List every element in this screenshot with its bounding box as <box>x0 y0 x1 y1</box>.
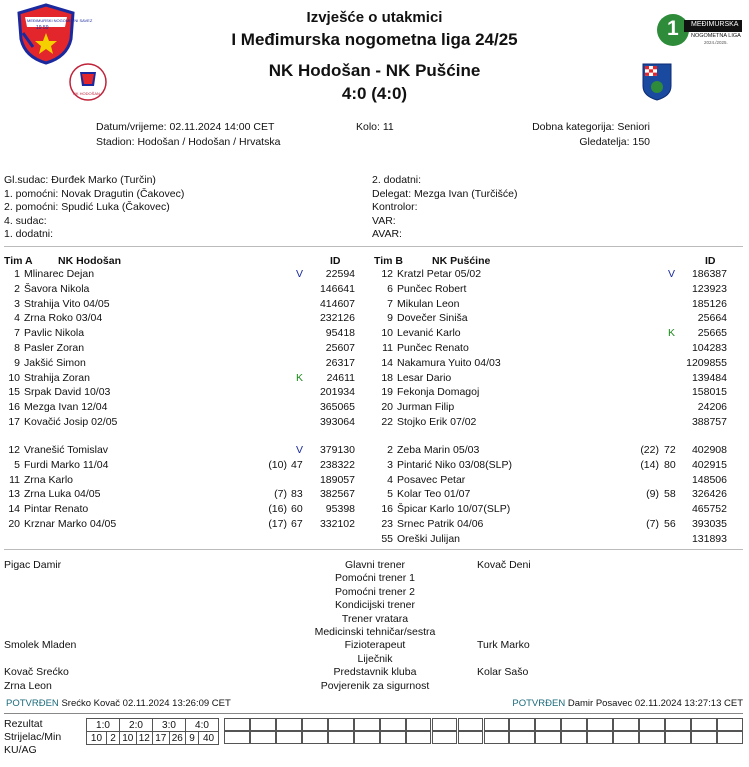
result-cell: 3:0 <box>153 719 186 732</box>
player-name: Punčec Renato <box>397 342 469 354</box>
team-a-name: NK Hodošan <box>58 255 121 267</box>
score-grid-cell <box>691 718 717 731</box>
score-grid-cell <box>354 718 380 731</box>
player-number: 1 <box>14 268 20 280</box>
away-confirmed-badge: POTVRĐEN <box>512 698 566 709</box>
player-number: 14 <box>381 356 393 369</box>
league-badge-text: MEĐIMURSKA <box>691 21 739 28</box>
staff-role: Kondicijski trener <box>335 599 415 612</box>
substitution-for: (17) <box>268 518 287 530</box>
score-grid-cell <box>432 731 458 744</box>
player-number: 14 <box>8 503 20 516</box>
player-id: 414607 <box>319 297 355 310</box>
player-name: Levanić Karlo <box>397 327 461 340</box>
player-number: 4 <box>14 312 20 325</box>
team-b-label: Tim B <box>374 255 403 267</box>
score-label-result: Rezultat <box>4 718 43 730</box>
match-title: NK Hodošan - NK Pušćine <box>268 61 481 80</box>
player-id: 189057 <box>319 473 355 486</box>
staff-role: Medicinski tehničar/sestra <box>314 626 436 638</box>
substitution-minute: 67 <box>291 518 303 530</box>
score-grid-cell <box>328 718 354 731</box>
away-staff-name: Turk Marko <box>477 639 530 652</box>
player-name: Punčec Robert <box>397 282 467 295</box>
home-confirmation <box>6 698 231 709</box>
player-id: 139484 <box>691 371 727 384</box>
player-name: Kratzl Petar 05/02 <box>397 268 482 280</box>
player-name: Špicar Karlo 10/07(SLP) <box>397 503 511 516</box>
match-stadium: Stadion: Hodošan / Hodošan / Hrvatska <box>96 136 281 148</box>
scorer-no: 9 <box>186 732 199 745</box>
player-name: Jurman Filip <box>397 401 455 414</box>
substitution-minute: 47 <box>291 458 303 471</box>
official-line: Kontrolor: <box>372 201 418 213</box>
score-grid-cell <box>639 718 665 731</box>
player-number: 55 <box>381 532 393 545</box>
score-grid-cell <box>224 718 250 731</box>
home-confirmed-badge: POTVRĐEN <box>6 698 59 709</box>
score-grid-cell <box>535 731 561 744</box>
player-name: Oreški Julijan <box>397 532 461 545</box>
player-number: 9 <box>387 312 393 325</box>
official-line: 2. dodatni: <box>372 174 422 186</box>
player-id: 104283 <box>691 342 727 354</box>
score-grid-cell <box>717 731 743 744</box>
player-id: 232126 <box>319 312 355 325</box>
official-line: 1. dodatni: <box>4 228 54 240</box>
player-id: 379130 <box>319 444 355 456</box>
official-line: Gl.sudac: Đurđek Marko (Turčin) <box>4 174 156 186</box>
scorers-row <box>87 732 219 745</box>
player-id: 393064 <box>319 416 355 428</box>
score-label-ku: KU/AG <box>4 744 37 756</box>
player-name: Kovačić Josip 02/05 <box>24 416 118 428</box>
scorer-no: 17 <box>153 732 170 745</box>
player-id: 24206 <box>697 401 727 414</box>
player-name: Dovečer Siniša <box>397 312 468 325</box>
official-line: 4. sudac: <box>4 214 47 227</box>
score-grid-cell <box>484 731 510 744</box>
away-confirmed-text: Damir Posavec 02.11.2024 13:27:13 CET <box>567 698 743 709</box>
player-name: Vranešić Tomislav <box>24 444 109 456</box>
player-name: Zrna Roko 03/04 <box>24 312 103 325</box>
home-confirmed-text: Srećko Kovač 02.11.2024 13:26:09 CET <box>61 698 231 709</box>
staff-role: Povjerenik za sigurnost <box>320 679 430 692</box>
player-name: Pintarić Niko 03/08(SLP) <box>397 458 512 471</box>
scorer-no: 10 <box>87 732 107 745</box>
away-confirmation <box>512 698 743 709</box>
results-row <box>87 719 219 732</box>
player-number: 23 <box>381 518 393 530</box>
scorer-min: 40 <box>199 732 219 745</box>
substitution-minute: 60 <box>291 503 303 516</box>
player-number: 22 <box>381 416 393 428</box>
match-score: 4:0 (4:0) <box>341 84 408 103</box>
player-id: 95398 <box>325 503 355 516</box>
score-grid-cell <box>665 731 691 744</box>
score-grid-cell <box>561 731 587 744</box>
player-id: 185126 <box>691 297 727 310</box>
staff-role: Liječnik <box>357 652 393 665</box>
score-grid-cell <box>458 731 484 744</box>
score-grid-cell <box>250 731 276 744</box>
home-club-logo-text: NK HODOŠAN <box>73 91 100 96</box>
captain-mark: K <box>668 327 676 340</box>
score-grid-cell <box>250 718 276 731</box>
score-grid-cell <box>639 731 665 744</box>
player-name: Pintar Renato <box>24 503 89 516</box>
score-grid-cell <box>665 718 691 731</box>
substitution-minute: 83 <box>291 488 303 501</box>
substitution-minute: 80 <box>664 458 676 471</box>
player-number: 11 <box>382 342 393 354</box>
player-id: 26317 <box>325 356 355 369</box>
home-staff-name: Pigac Damir <box>4 559 62 571</box>
score-grid-cell <box>380 731 406 744</box>
captain-mark: K <box>296 371 304 384</box>
official-line: Delegat: Mezga Ivan (Turčišće) <box>372 187 518 200</box>
scorer-no: 10 <box>120 732 137 745</box>
staff-role: Glavni trener <box>344 559 406 571</box>
spectators: Gledatelja: 150 <box>579 136 650 148</box>
player-number: 10 <box>8 371 20 384</box>
player-id: 25665 <box>697 327 727 340</box>
player-name: Nakamura Yuito 04/03 <box>397 356 501 369</box>
official-line: AVAR: <box>372 228 402 240</box>
staff-role: Fizioterapeut <box>344 639 406 652</box>
goalkeeper-mark: V <box>668 268 676 280</box>
score-grid-cell <box>406 718 432 731</box>
player-number: 6 <box>387 282 393 295</box>
player-name: Krznar Marko 04/05 <box>24 518 117 530</box>
player-name: Srnec Patrik 04/06 <box>397 518 484 530</box>
score-grid-cell <box>302 731 328 744</box>
league-title: I Međimurska nogometna liga 24/25 <box>231 30 518 49</box>
score-grid-cell <box>484 718 510 731</box>
player-id: 148506 <box>691 473 727 486</box>
player-number: 5 <box>14 458 20 471</box>
match-datetime: Datum/vrijeme: 02.11.2024 14:00 CET <box>96 121 275 133</box>
player-id: 95418 <box>325 327 355 340</box>
score-grid-cell <box>691 731 717 744</box>
goalkeeper-mark: V <box>296 268 304 280</box>
player-id: 25607 <box>325 342 355 354</box>
player-number: 9 <box>14 356 20 369</box>
player-name: Pavlic Nikola <box>24 327 85 340</box>
match-round: Kolo: 11 <box>356 121 394 133</box>
player-number: 12 <box>8 444 20 456</box>
player-number: 20 <box>8 518 20 530</box>
score-grid-cell <box>561 718 587 731</box>
player-number: 8 <box>14 342 20 354</box>
divider <box>4 713 743 714</box>
score-grid-cell <box>509 718 535 731</box>
player-id: 388757 <box>691 416 727 428</box>
score-label-scorers: Strijelac/Min <box>4 731 62 743</box>
home-staff-name: Smolek Mladen <box>4 639 77 652</box>
player-number: 17 <box>8 416 20 428</box>
scorer-min: 12 <box>136 732 153 745</box>
player-name: Mlinarec Dejan <box>24 268 95 280</box>
player-number: 2 <box>14 282 20 295</box>
score-grid-cell <box>224 731 250 744</box>
league-badge-season: 2024./2025. <box>704 40 728 45</box>
scorer-min: 2 <box>106 732 119 745</box>
player-id: 1209855 <box>686 356 727 369</box>
score-grid-cell <box>509 731 535 744</box>
substitution-for: (10) <box>268 458 287 471</box>
score-grid-cell <box>328 731 354 744</box>
score-grid-cell <box>302 718 328 731</box>
player-number: 15 <box>8 386 20 399</box>
score-grid-cell <box>587 731 613 744</box>
player-name: Zeba Marin 05/03 <box>397 444 480 456</box>
player-id: 382567 <box>319 488 355 501</box>
divider <box>4 549 743 550</box>
player-number: 20 <box>381 401 393 414</box>
substitution-minute: 58 <box>664 488 676 501</box>
player-name: Jakšić Simon <box>24 356 86 369</box>
report-title: Izvješće o utakmici <box>306 9 443 26</box>
player-number: 13 <box>8 488 20 501</box>
score-grid-cell <box>535 718 561 731</box>
player-id: 131893 <box>691 532 727 545</box>
score-grid-cell <box>276 718 302 731</box>
player-id: 238322 <box>319 458 355 471</box>
player-name: Lesar Dario <box>397 371 452 384</box>
score-grid-cell <box>717 718 743 731</box>
player-number: 7 <box>387 297 393 310</box>
player-number: 7 <box>14 327 20 340</box>
player-id: 22594 <box>325 268 355 280</box>
substitution-for: (9) <box>646 488 659 501</box>
player-name: Fekonja Domagoj <box>397 386 480 399</box>
player-number: 2 <box>387 444 393 456</box>
away-staff-name: Kolar Sašo <box>477 666 529 679</box>
player-id: 402908 <box>691 444 727 456</box>
divider <box>4 246 743 247</box>
score-grid-cell <box>432 718 458 731</box>
substitution-minute: 72 <box>664 444 676 456</box>
goalkeeper-mark: V <box>296 444 304 456</box>
player-number: 16 <box>8 401 20 414</box>
team-a-label: Tim A <box>4 255 33 267</box>
score-grid-cell <box>458 718 484 731</box>
player-name: Zrna Luka 04/05 <box>24 488 101 501</box>
score-table <box>86 718 219 745</box>
team-b-id-header: ID <box>705 255 716 267</box>
player-number: 11 <box>9 473 20 486</box>
player-id: 465752 <box>691 503 727 516</box>
official-line: 2. pomoćni: Spudić Luka (Čakovec) <box>4 201 170 213</box>
official-line: 1. pomoćni: Novak Dragutin (Čakovec) <box>4 187 185 200</box>
player-name: Mezga Ivan 12/04 <box>24 401 108 414</box>
player-name: Kolar Teo 01/07 <box>397 488 471 501</box>
score-grid-cell <box>276 731 302 744</box>
staff-role: Predstavnik kluba <box>333 666 417 679</box>
federation-logo-years: 19 59 <box>36 25 49 31</box>
player-id: 402915 <box>691 458 727 471</box>
league-badge-subtext: NOGOMETNA LIGA <box>691 33 741 39</box>
player-number: 3 <box>14 297 20 310</box>
player-number: 18 <box>381 371 393 384</box>
federation-logo-text: MEĐIMURSKI NOGOMETNI SAVEZ <box>27 18 93 23</box>
player-id: 332102 <box>319 518 355 530</box>
staff-role: Pomoćni trener 1 <box>335 572 415 585</box>
player-name: Šavora Nikola <box>24 282 90 295</box>
score-grid-cell <box>587 718 613 731</box>
staff-role: Trener vratara <box>341 612 409 625</box>
player-number: 19 <box>381 386 393 399</box>
score-grid-cell <box>354 731 380 744</box>
player-number: 3 <box>387 458 393 471</box>
player-number: 5 <box>387 488 393 501</box>
player-id: 24611 <box>326 371 355 384</box>
player-id: 123923 <box>691 282 727 295</box>
result-cell: 1:0 <box>87 719 120 732</box>
player-number: 16 <box>381 503 393 516</box>
player-id: 146641 <box>319 282 355 295</box>
player-id: 393035 <box>691 518 727 530</box>
player-id: 326426 <box>691 488 727 501</box>
player-id: 158015 <box>691 386 727 399</box>
player-number: 12 <box>381 268 393 280</box>
substitution-for: (7) <box>274 488 287 501</box>
player-number: 4 <box>387 473 393 486</box>
score-grid-cell <box>613 731 639 744</box>
staff-role: Pomoćni trener 2 <box>335 585 415 598</box>
home-staff-name: Kovač Srećko <box>4 666 69 679</box>
player-number: 10 <box>381 327 393 340</box>
result-cell: 2:0 <box>120 719 153 732</box>
player-name: Posavec Petar <box>397 473 466 486</box>
team-b-name: NK Pušćine <box>432 255 491 267</box>
player-id: 365065 <box>319 401 355 414</box>
player-name: Pasler Zoran <box>24 342 85 354</box>
player-name: Furdi Marko 11/04 <box>24 458 109 471</box>
home-staff-name: Zrna Leon <box>4 679 52 692</box>
substitution-minute: 56 <box>664 518 676 530</box>
player-name: Strahija Vito 04/05 <box>24 297 110 310</box>
score-grid-cell <box>380 718 406 731</box>
player-name: Zrna Karlo <box>24 473 74 486</box>
official-line: VAR: <box>372 214 396 227</box>
player-name: Mikulan Leon <box>397 297 460 310</box>
player-name: Strahija Zoran <box>24 371 90 384</box>
away-staff-name: Kovač Deni <box>477 559 531 571</box>
team-a-id-header: ID <box>330 255 341 267</box>
league-badge-number: 1 <box>667 17 679 40</box>
player-name: Stojko Erik 07/02 <box>397 416 477 428</box>
player-id: 201934 <box>319 386 355 399</box>
age-category: Dobna kategorija: Seniori <box>532 121 650 133</box>
substitution-for: (16) <box>268 503 287 516</box>
score-grid-cell <box>406 731 432 744</box>
player-id: 186387 <box>691 268 727 280</box>
player-id: 25664 <box>697 312 727 325</box>
substitution-for: (7) <box>646 518 659 530</box>
score-grid-cell <box>613 718 639 731</box>
substitution-for: (22) <box>640 444 659 456</box>
player-name: Srpak David 10/03 <box>24 386 111 399</box>
substitution-for: (14) <box>640 458 659 471</box>
result-cell: 4:0 <box>186 719 219 732</box>
scorer-min: 26 <box>169 732 186 745</box>
